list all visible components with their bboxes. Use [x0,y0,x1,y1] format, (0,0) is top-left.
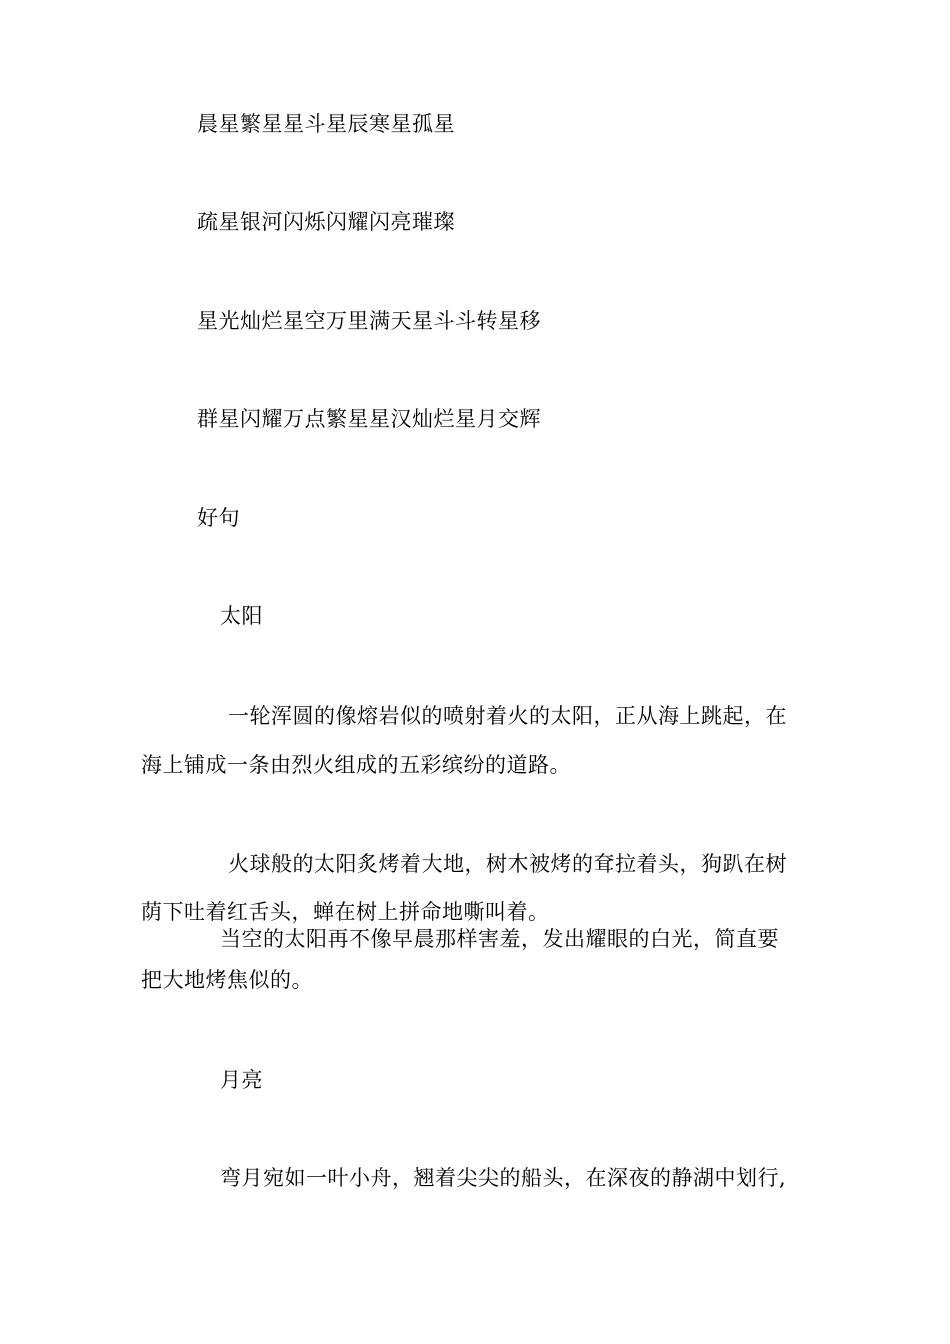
sun-paragraph-3-line-1: 当空的太阳再不像早晨那样害羞，发出耀眼的白光，简直要 [220,927,779,951]
moon-heading: 月亮 [220,1068,263,1092]
sun-paragraph-2-line-2: 荫下吐着红舌头，蝉在树上拼命地嘶叫着。 [141,900,550,924]
word-line-4: 群星闪耀万点繁星星汉灿烂星月交辉 [197,407,541,431]
section-heading: 好句 [197,506,240,530]
sun-paragraph-1-line-2: 海上铺成一条由烈火组成的五彩缤纷的道路。 [141,753,571,777]
word-line-1: 晨星繁星星斗星辰寒星孤星 [197,112,455,136]
sun-heading: 太阳 [220,604,263,628]
sun-paragraph-1-line-1: 一轮浑圆的像熔岩似的喷射着火的太阳，正从海上跳起，在 [228,704,787,728]
word-line-2: 疏星银河闪烁闪耀闪亮璀璨 [197,210,455,234]
word-line-3: 星光灿烂星空万里满天星斗斗转星移 [197,309,541,333]
sun-paragraph-3-line-2: 把大地烤焦似的。 [141,968,313,992]
moon-paragraph-1-line-1: 弯月宛如一叶小舟，翘着尖尖的船头，在深夜的静湖中划行, [220,1166,787,1190]
sun-paragraph-2-line-1: 火球般的太阳炙烤着大地，树木被烤的耷拉着头，狗趴在树 [228,852,787,876]
